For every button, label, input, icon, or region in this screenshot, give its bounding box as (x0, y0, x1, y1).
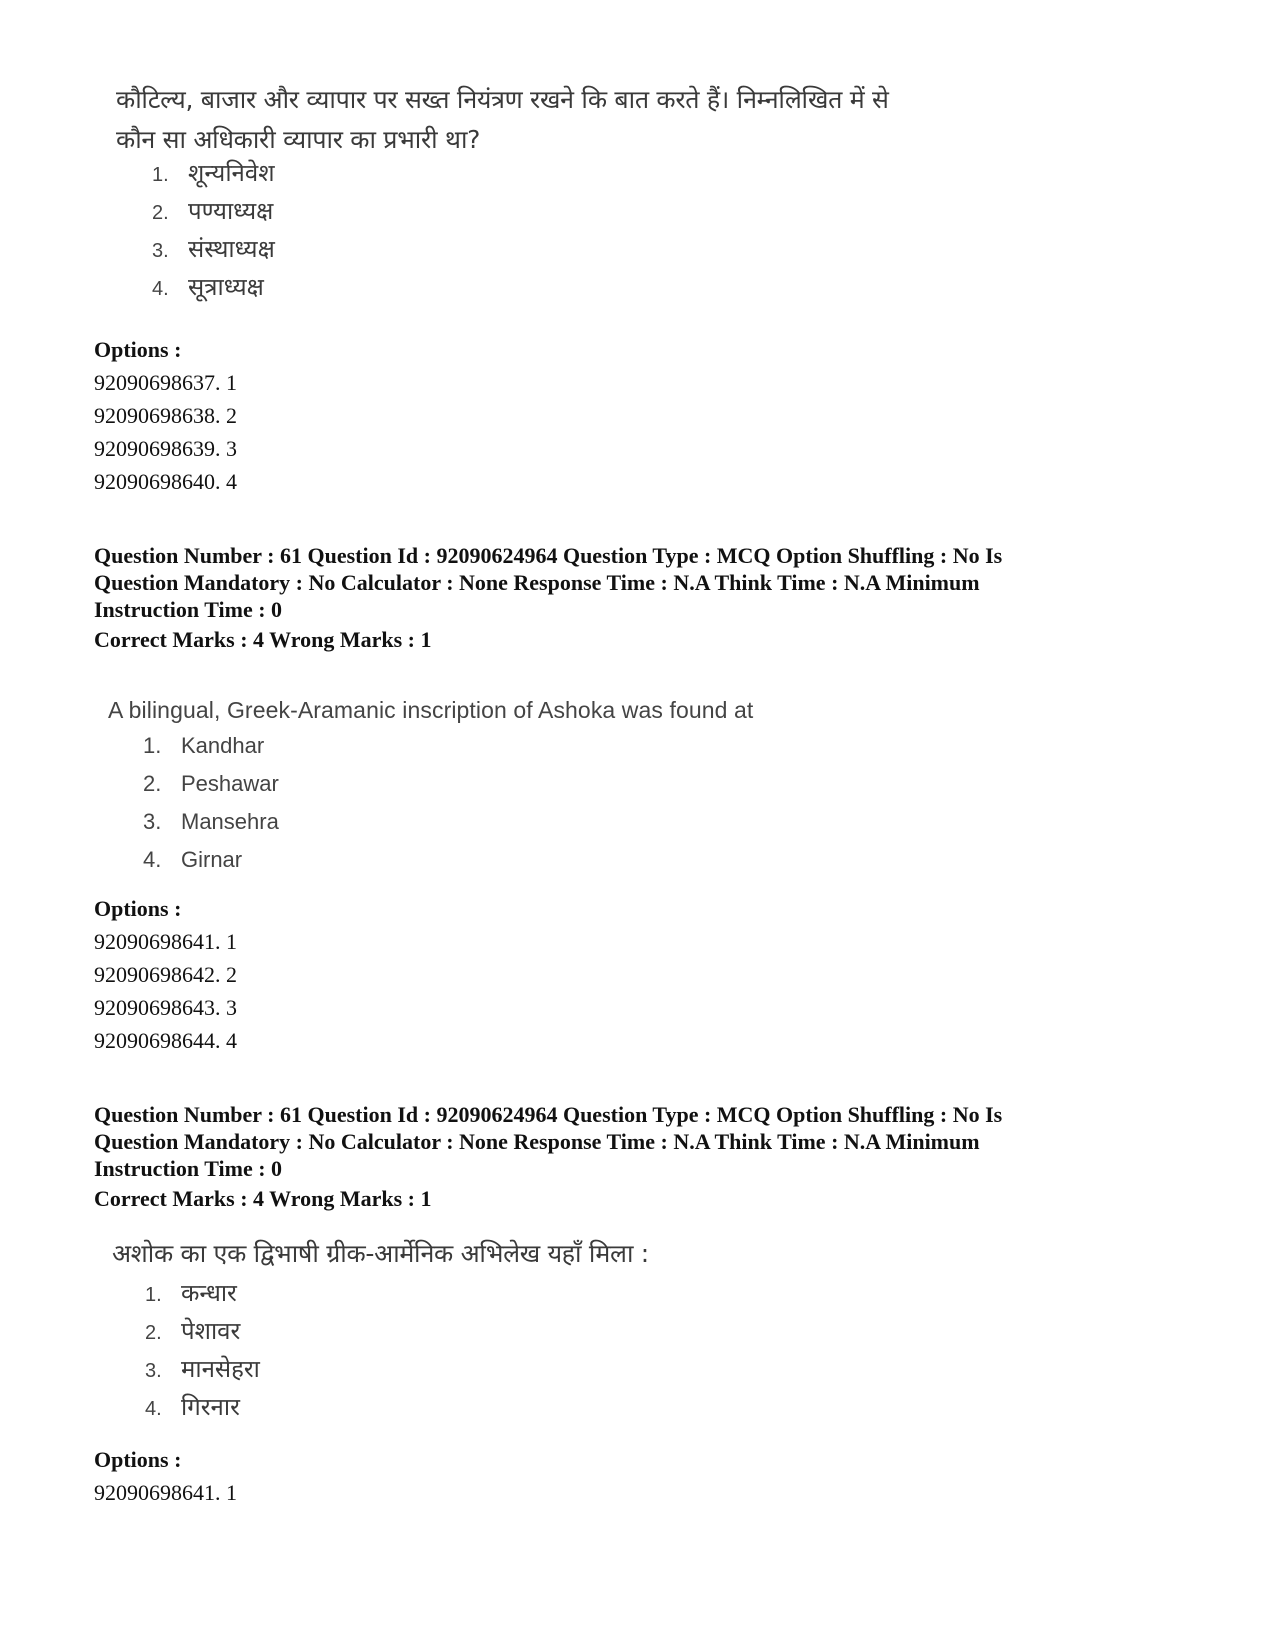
options-list (94, 1476, 237, 1509)
meta-line: Question Number : 61 Question Id : 92090624964 Question Type : MCQ Option Shuffling : No Is (94, 1102, 1003, 1127)
choice-text: Girnar (181, 847, 243, 872)
choice-number: 4. (145, 1398, 162, 1420)
option-row: 92090698644. 4 (94, 1028, 237, 1053)
choice-item (145, 1314, 260, 1352)
option-row: 92090698637. 1 (94, 370, 237, 395)
options-list (94, 925, 237, 1057)
choice-number: 3. (152, 240, 169, 262)
choice-text: पेशावर (181, 1317, 241, 1345)
choice-item (143, 809, 279, 847)
marks-info: Correct Marks : 4 Wrong Marks : 1 (94, 1186, 432, 1211)
question-meta (94, 1101, 1094, 1182)
options-heading: Options : (94, 337, 182, 362)
choice-text: संस्थाध्यक्ष (188, 235, 275, 263)
choice-item (152, 270, 275, 308)
choice-item (145, 1390, 260, 1428)
choice-list-2 (143, 733, 279, 885)
choice-number: 4. (152, 278, 169, 300)
choice-text: कन्धार (181, 1279, 237, 1307)
choice-item (152, 156, 275, 194)
choice-text: Kandhar (181, 733, 265, 758)
meta-line: Question Number : 61 Question Id : 92090624964 Question Type : MCQ Option Shuffling : No Is (94, 543, 1003, 568)
choice-number: 2. (152, 202, 169, 224)
choice-list-3 (145, 1276, 260, 1428)
choice-item (143, 847, 279, 885)
choice-item (143, 733, 279, 771)
choice-text: पण्याध्यक्ष (188, 197, 274, 225)
choice-text: Mansehra (181, 809, 279, 834)
question-line-1: कौटिल्य, बाजार और व्यापार पर सख्त नियंत्रण रखने कि बात करते हैं। निम्नलिखित में से (116, 85, 889, 114)
choice-number: 1. (143, 733, 162, 758)
option-row: 92090698640. 4 (94, 469, 237, 494)
meta-line: Question Mandatory : No Calculator : None Response Time : N.A Think Time : N.A Minimum (94, 1129, 980, 1154)
option-row: 92090698642. 2 (94, 962, 237, 987)
choice-item (143, 771, 279, 809)
choice-item (152, 194, 275, 232)
question-meta (94, 542, 1094, 623)
choice-text: शून्यनिवेश (188, 159, 275, 187)
options-heading: Options : (94, 896, 182, 921)
option-row: 92090698639. 3 (94, 436, 237, 461)
marks-info: Correct Marks : 4 Wrong Marks : 1 (94, 627, 432, 652)
choice-number: 1. (152, 164, 169, 186)
choice-text: सूत्राध्यक्ष (188, 273, 264, 301)
meta-line: Instruction Time : 0 (94, 1156, 283, 1181)
option-row: 92090698643. 3 (94, 995, 237, 1020)
choice-text: Peshawar (181, 771, 279, 796)
choice-number: 3. (143, 809, 162, 834)
option-row: 92090698641. 1 (94, 1480, 237, 1505)
choice-number: 3. (145, 1360, 162, 1382)
options-list (94, 366, 237, 498)
option-row: 92090698638. 2 (94, 403, 237, 428)
question-line-2: कौन सा अधिकारी व्यापार का प्रभारी था? (116, 125, 481, 154)
choice-number: 2. (143, 771, 162, 796)
choice-number: 2. (145, 1322, 162, 1344)
options-heading: Options : (94, 1447, 182, 1472)
choice-text: मानसेहरा (181, 1355, 260, 1383)
choice-list-1 (152, 156, 275, 308)
meta-line: Instruction Time : 0 (94, 597, 283, 622)
choice-number: 4. (143, 847, 162, 872)
choice-item (152, 232, 275, 270)
meta-line: Question Mandatory : No Calculator : None Response Time : N.A Think Time : N.A Minimum (94, 570, 980, 595)
choice-text: गिरनार (181, 1393, 240, 1421)
question-text-english: A bilingual, Greek-Aramanic inscription of Ashoka was found at (108, 697, 754, 723)
question-text-hindi-2: अशोक का एक द्विभाषी ग्रीक-आर्मेनिक अभिलेख यहाँ मिला : (112, 1239, 649, 1268)
choice-item (145, 1276, 260, 1314)
question-text-hindi-1 (116, 80, 1116, 160)
choice-item (145, 1352, 260, 1390)
option-row: 92090698641. 1 (94, 929, 237, 954)
choice-number: 1. (145, 1284, 162, 1306)
